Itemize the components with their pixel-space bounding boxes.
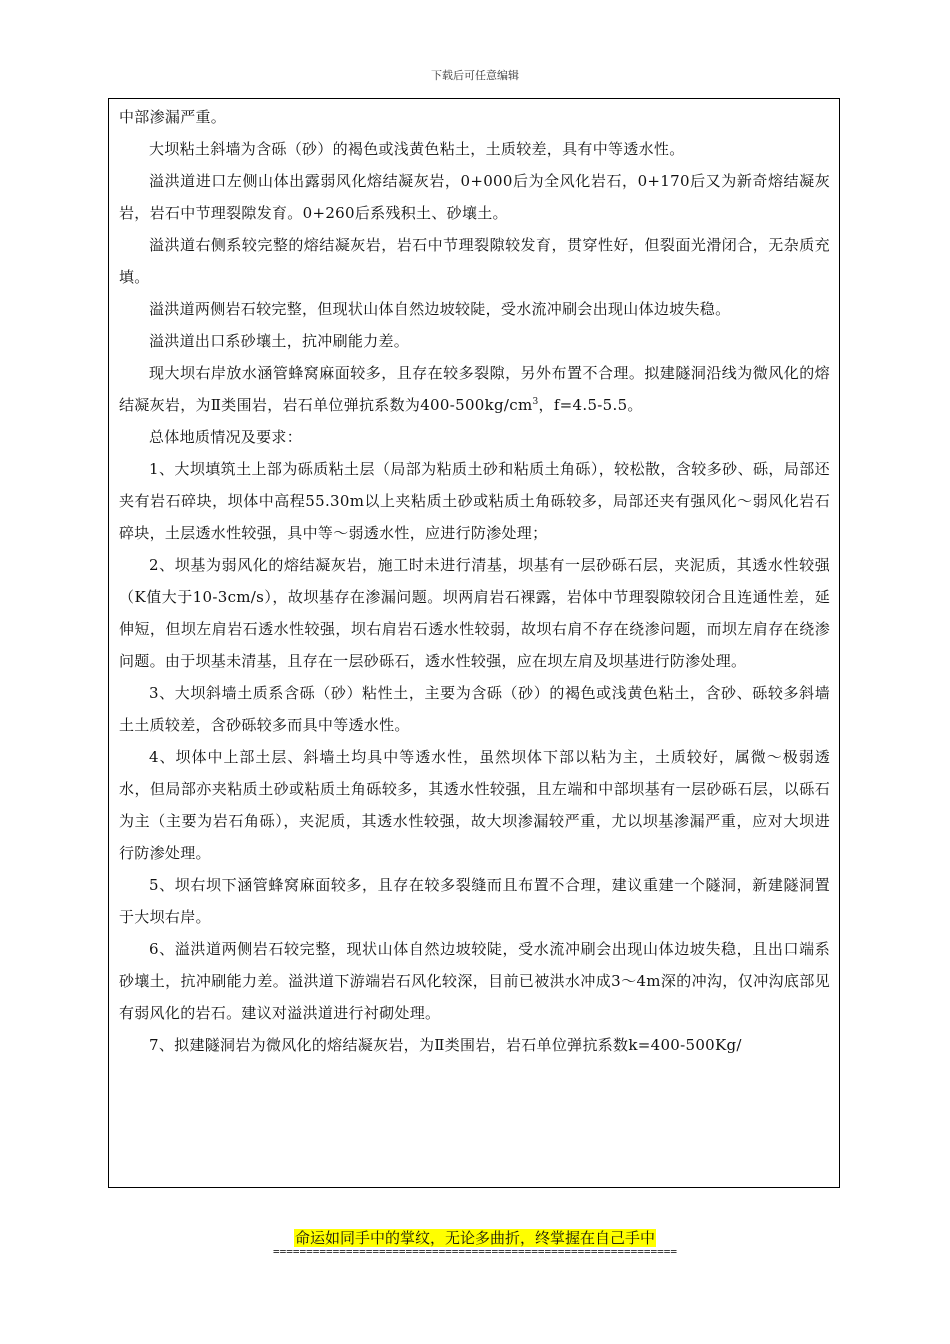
paragraph: 5、坝右坝下涵管蜂窝麻面较多，且存在较多裂缝而且布置不合理，建议重建一个隧洞，新建隧洞置于大坝右岸。 — [119, 876, 830, 926]
footer-motto-text: 命运如同手中的掌纹，无论多曲折，终掌握在自己手中 — [294, 1229, 655, 1247]
page-header: 下载后可任意编辑 — [431, 69, 519, 82]
paragraph: 溢洪道进口左侧山体出露弱风化熔结凝灰岩，0+000后为全风化岩石，0+170后又为新奇熔结凝灰岩，岩石中节理裂隙发育。0+260后系残积土、砂壤土。 — [119, 172, 830, 222]
paragraph: 3、大坝斜墙土质系含砾（砂）粘性土，主要为含砾（砂）的褐色或浅黄色粘土，含砂、砾较多斜墙土土质较差，含砂砾较多而具中等透水性。 — [119, 684, 830, 734]
document-body — [109, 99, 839, 1061]
paragraph: 溢洪道两侧岩石较完整，但现状山体自然边坡较陡，受水流冲刷会出现山体边坡失稳。 — [149, 300, 731, 318]
paragraph: 中部渗漏严重。 — [119, 108, 227, 126]
paragraph: 大坝粘土斜墙为含砾（砂）的褐色或浅黄色粘土，土质较差，具有中等透水性。 — [149, 140, 685, 158]
superscript: 3 — [532, 397, 539, 407]
paragraph: 7、拟建隧洞岩为微风化的熔结凝灰岩，为Ⅱ类围岩，岩石单位弹抗系数k=400-500Kg/ — [149, 1036, 742, 1054]
paragraph: 6、溢洪道两侧岩石较完整，现状山体自然边坡较陡，受水流冲刷会出现山体边坡失稳，且出口端系砂壤土，抗冲刷能力差。溢洪道下游端岩石风化较深，目前已被洪水冲成3～4m深的冲沟，仅冲沟底部见有弱风化的岩石。建议对溢洪道进行衬砌处理。 — [119, 940, 830, 1022]
paragraph: 溢洪道右侧系较完整的熔结凝灰岩，岩石中节理裂隙较发育，贯穿性好，但裂面光滑闭合，无杂质充填。 — [119, 236, 830, 286]
document-table-cell — [108, 98, 840, 1188]
paragraph-text: ，f=4.5-5.5。 — [538, 396, 643, 414]
paragraph: 1、大坝填筑土上部为砾质粘土层（局部为粘质土砂和粘质土角砾），较松散，含较多砂、砾，局部还夹有岩石碎块，坝体中高程55.30m以上夹粘质土砂或粘质土角砾较多，局部还夹有强风化～弱风化岩石碎块，土层透水性较强，具中等～弱透水性，应进行防渗处理； — [119, 460, 830, 542]
paragraph — [119, 357, 830, 421]
paragraph: 4、坝体中上部土层、斜墙土均具中等透水性，虽然坝体下部以粘为主，土质较好，属微～极弱透水，但局部亦夹粘质土砂或粘质土角砾较多，其透水性较强，且左端和中部坝基有一层砂砾石层，以砾石为主（主要为岩石角砾），夹泥质，其透水性较强，故大坝渗漏较严重，尤以坝基渗漏严重，应对大坝进行防渗处理。 — [119, 748, 830, 862]
paragraph: 2、坝基为弱风化的熔结凝灰岩，施工时未进行清基，坝基有一层砂砾石层，夹泥质，其透水性较强（K值大于10-3cm/s），故坝基存在渗漏问题。坝两肩岩石裸露，岩体中节理裂隙较闭合且连通性差，延伸短，但坝左肩岩石透水性较强，坝右肩岩石透水性较弱，故坝右肩不存在绕渗问题，而坝左肩存在绕渗问题。由于坝基未清基，且存在一层砂砾石，透水性较强，应在坝左肩及坝基进行防渗处理。 — [119, 556, 830, 670]
footer-rule: ============================================================= — [273, 1245, 677, 1258]
paragraph-text: 现大坝右岸放水涵管蜂窝麻面较多，且存在较多裂隙，另外布置不合理。拟建隧洞沿线为微风化的熔结凝灰岩，为Ⅱ类围岩，岩石单位弹抗系数为400-500kg/cm — [119, 364, 830, 414]
section-heading: 总体地质情况及要求： — [149, 428, 303, 446]
paragraph: 溢洪道出口系砂壤土，抗冲刷能力差。 — [149, 332, 410, 350]
